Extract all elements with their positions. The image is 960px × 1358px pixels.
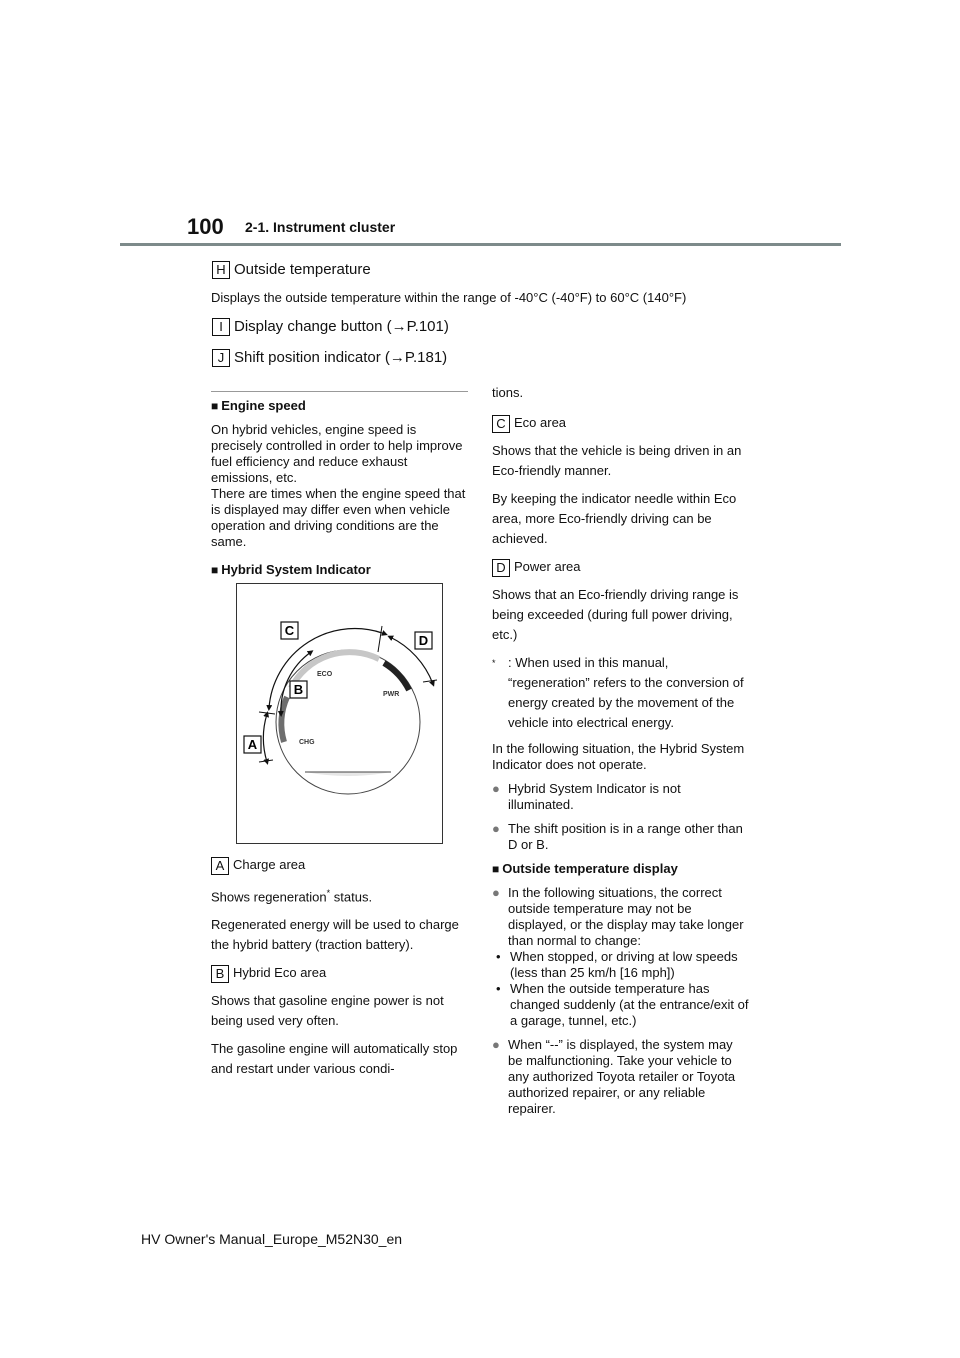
situation-text: In the following situation, the Hybrid System Indicator does not operate. — [492, 741, 745, 772]
outside-temperature-display-heading: ■ Outside temperature display — [492, 861, 678, 876]
hsi-heading: ■ Hybrid System Indicator — [211, 562, 371, 577]
header-rule — [120, 243, 841, 246]
callout-d: D — [418, 633, 429, 648]
eco-area-heading: C Eco area — [492, 413, 750, 433]
left-column-upper — [211, 398, 469, 586]
gauge-label-pwr: PWR — [383, 691, 400, 698]
callout-badge-c: C — [492, 415, 510, 433]
callout-a: A — [247, 737, 258, 752]
item-outside-temperature — [212, 261, 371, 279]
sub-bullet-item: • When stopped, or driving at low speeds (less than 25 km/h [16 mph]) — [496, 949, 738, 980]
section-title: 2-1. Instrument cluster — [245, 219, 396, 235]
item-title: Display change button (→P.101) — [234, 318, 449, 335]
callout-badge-d: D — [492, 559, 510, 577]
hybrid-indicator-illustration — [237, 584, 442, 843]
footnote: * : When used in this manual, “regeneration” refers to the conversion of energy created by the movement of the vehicle into electrical energy. — [492, 655, 744, 730]
eco-area-text-2: By keeping the indicator needle within Eco area, more Eco-friendly driving can be achieved. — [492, 491, 737, 546]
continued-text: tions. — [492, 385, 524, 400]
callout-badge-i: I — [212, 318, 230, 336]
gauge-label-chg: CHG — [299, 739, 315, 746]
callout-badge-h: H — [212, 261, 230, 279]
callout-badge-b: B — [211, 965, 229, 983]
bullet-item: ● In the following situations, the correct outside temperature may not be displayed, or the display may take longer than normal to change: — [492, 885, 744, 948]
bullet-item: ● The shift position is in a range other than D or B. — [492, 821, 743, 852]
power-area-heading: D Power area — [492, 557, 750, 577]
column-divider — [211, 391, 468, 392]
sub-bullet-item: • When the outside temperature has changed suddenly (at the entrance/exit of a garage, tunnel, etc.) — [496, 981, 749, 1028]
bullet-item: ● When “--” is displayed, the system may be malfunctioning. Take your vehicle to any authorized Toyota retailer or Toyota authorized repairer, or any reliable repairer. — [492, 1037, 736, 1116]
left-column-lower — [211, 855, 469, 1087]
callout-c: C — [284, 623, 295, 638]
item-display-change-button — [212, 318, 449, 336]
charge-area-text-2: Regenerated energy will be used to charge the hybrid battery (traction battery). — [211, 917, 459, 953]
item-title: Shift position indicator (→P.181) — [234, 349, 448, 366]
power-area-text: Shows that an Eco-friendly driving range is being exceeded (during full power driving, etc.) — [492, 587, 739, 642]
right-column — [492, 383, 750, 1125]
hybrid-system-indicator-figure — [236, 583, 443, 844]
engine-speed-text-2: There are times when the engine speed that is displayed may differ even when vehicle operation and driving conditions are the same. — [211, 486, 466, 549]
bullet-item: ● Hybrid System Indicator is not illuminated. — [492, 781, 681, 812]
callout-badge-j: J — [212, 349, 230, 367]
gauge-label-eco: ECO — [317, 671, 333, 678]
callout-b: B — [293, 682, 304, 697]
eco-area-text: Shows that the vehicle is being driven in an Eco-friendly manner. — [492, 443, 742, 478]
callout-badge-a: A — [211, 857, 229, 875]
charge-area-heading: A Charge area — [211, 855, 469, 875]
hybrid-eco-area-heading: B Hybrid Eco area — [211, 963, 469, 983]
hybrid-eco-area-text-2: The gasoline engine will automatically stop and restart under various condi- — [211, 1041, 458, 1077]
charge-area-text: Shows regeneration* status. — [211, 888, 373, 905]
outside-temperature-note: Displays the outside temperature within the range of -40°C (-40°F) to 60°C (140°F) — [211, 290, 687, 305]
item-shift-position-indicator — [212, 349, 447, 367]
engine-speed-text: On hybrid vehicles, engine speed is precisely controlled in order to help improve fuel efficiency and reduce exhaust emissions, etc. — [211, 422, 463, 485]
item-title: Outside temperature — [234, 261, 371, 278]
engine-speed-heading: ■ Engine speed — [211, 398, 306, 413]
hybrid-eco-area-text: Shows that gasoline engine power is not being used very often. — [211, 993, 444, 1029]
footer-manual-id: HV Owner's Manual_Europe_M52N30_en — [141, 1231, 403, 1247]
page-number: 100 — [187, 214, 224, 239]
